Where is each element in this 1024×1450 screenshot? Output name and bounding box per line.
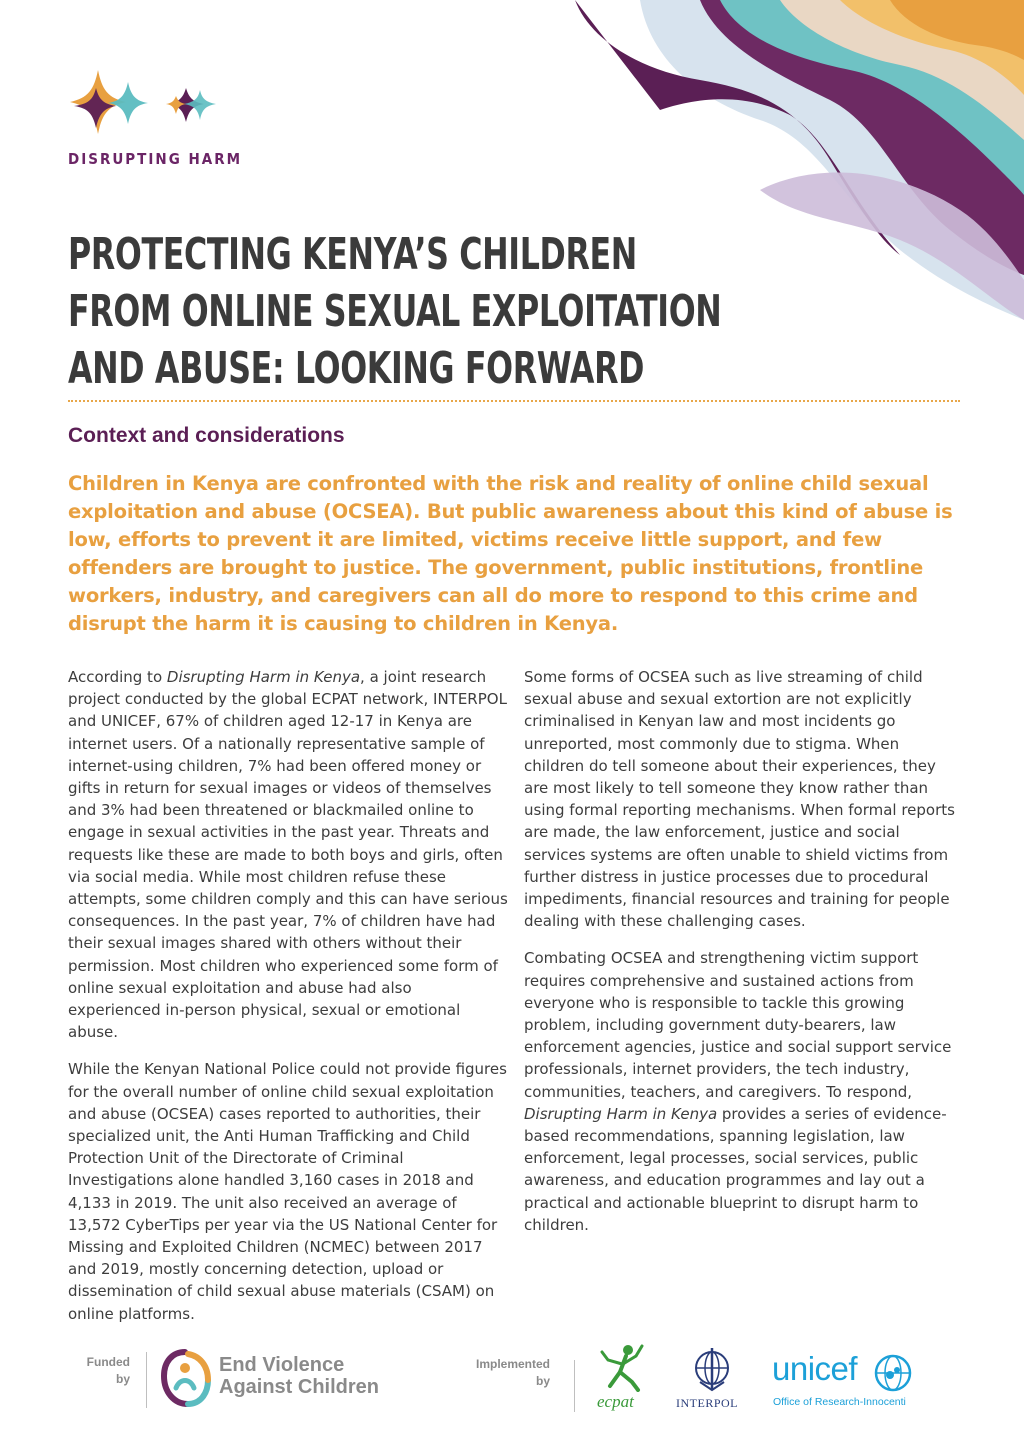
- body-paragraph: While the Kenyan National Police could not provide figures for the overall number of online child sexual exploitation and abuse (OCSEA) cases reported to authorities, their specialized unit, the Anti Human Trafficking and Child Protection Unit of the Directorate of Criminal Investigations alone handled 3,160 cases in 2018 and 4,133 in 2019. The unit also received an average of 13,572 CyberTips per year via the US National Center for Missing and Exploited Children (NCMEC) between 2017 and 2019, mostly concerning detection, upload or dissemination of child sexual abuse materials (CSAM) on online platforms.: [68, 1060, 507, 1323]
- body-paragraph: Combating OCSEA and strengthening victim support requires comprehensive and sustained actions from everyone who is responsible to tackle this growing problem, including government duty-bearers, law enforcement agencies, justice and social support service professionals, internet providers, the tech industry, communities, teachers, and caregivers. To respond, Disrupting Harm in Kenya provides a series of evidence-based recommendations, spanning legislation, law enforcement, legal processes, social services, public awareness, and education programmes and lay out a practical and actionable blueprint to disrupt harm to children.: [524, 949, 952, 1234]
- footer-partners: [0, 1340, 1024, 1420]
- interpol-logo-icon: [690, 1346, 734, 1394]
- end-violence-logo-icon: [158, 1348, 212, 1408]
- unicef-globe-icon: [874, 1354, 912, 1392]
- section-heading: Context and considerations: [68, 424, 345, 447]
- dotted-divider: [68, 400, 960, 402]
- footer-divider: [574, 1360, 575, 1412]
- interpol-wordmark: INTERPOL: [676, 1396, 738, 1410]
- title-line: FROM ONLINE SEXUAL EXPLOITATION: [68, 286, 722, 337]
- funded-by-label: Funded by: [86, 1355, 130, 1386]
- title-line: PROTECTING KENYA’S CHILDREN: [68, 229, 637, 280]
- body-paragraph: According to Disrupting Harm in Kenya, a joint research project conducted by the global ECPAT network, INTERPOL and UNICEF, 67% of children aged 12-17 in Kenya are internet users. Of a nationally representative sample of internet-using children, 7% had been offered money or gifts in return for sexual images or videos of themselves and 3% had been threatened or blackmailed online to engage in sexual activities in the past year. Threats and requests like these are made to both boys and girls, often via social media. While most children refuse these attempts, some children comply and this can have serious consequences. In the past year, 7% of children have had their sexual images shared with others without their permission. Most children who experienced some form of online sexual exploitation and abuse had also experienced in-person physical, sexual or emotional abuse.: [68, 668, 508, 1042]
- body-column-right: [524, 666, 964, 1251]
- logo-wordmark: DISRUPTING HARM: [68, 150, 243, 168]
- body-paragraph: Some forms of OCSEA such as live streaming of child sexual abuse and sexual extortion are not explicitly criminalised in Kenyan law and most incidents go unreported, most commonly due to stigma. When children do tell someone about their experiences, they are most likely to tell someone they know rather than using formal reporting mechanisms. When formal reports are made, the law enforcement, justice and social services systems are often unable to shield victims from further distress in justice processes due to procedural impediments, financial resources and training for people dealing with these challenging cases.: [524, 668, 955, 931]
- page-title: [68, 226, 722, 397]
- body-column-left: [68, 666, 508, 1340]
- implemented-by-label: Implemented by: [475, 1357, 550, 1388]
- ecpat-logo-icon: [598, 1342, 648, 1392]
- disrupting-harm-logo: [68, 68, 243, 178]
- footer-divider: [146, 1352, 147, 1408]
- lead-paragraph: Children in Kenya are confronted with the risk and reality of online child sexual exploitation and abuse (OCSEA). But public awareness about this kind of abuse is low, efforts to prevent it are limited, victims receive little support, and few offenders are brought to justice. The government, public institutions, frontline workers, industry, and caregivers can all do more to respond to this crime and disrupt the harm it is causing to children in Kenya.: [68, 472, 953, 635]
- report-title-emphasis: Disrupting Harm in Kenya: [524, 1104, 718, 1123]
- end-violence-wordmark: End Violence Against Children: [219, 1354, 380, 1398]
- report-title-emphasis: Disrupting Harm in Kenya: [166, 668, 361, 686]
- unicef-subtitle: Office of Research-Innocenti: [773, 1396, 906, 1408]
- unicef-wordmark: unicef: [772, 1350, 858, 1387]
- sparkle-logo-icon: [68, 68, 228, 138]
- ecpat-wordmark: ecpat: [597, 1392, 634, 1411]
- title-line: AND ABUSE: LOOKING FORWARD: [68, 343, 645, 394]
